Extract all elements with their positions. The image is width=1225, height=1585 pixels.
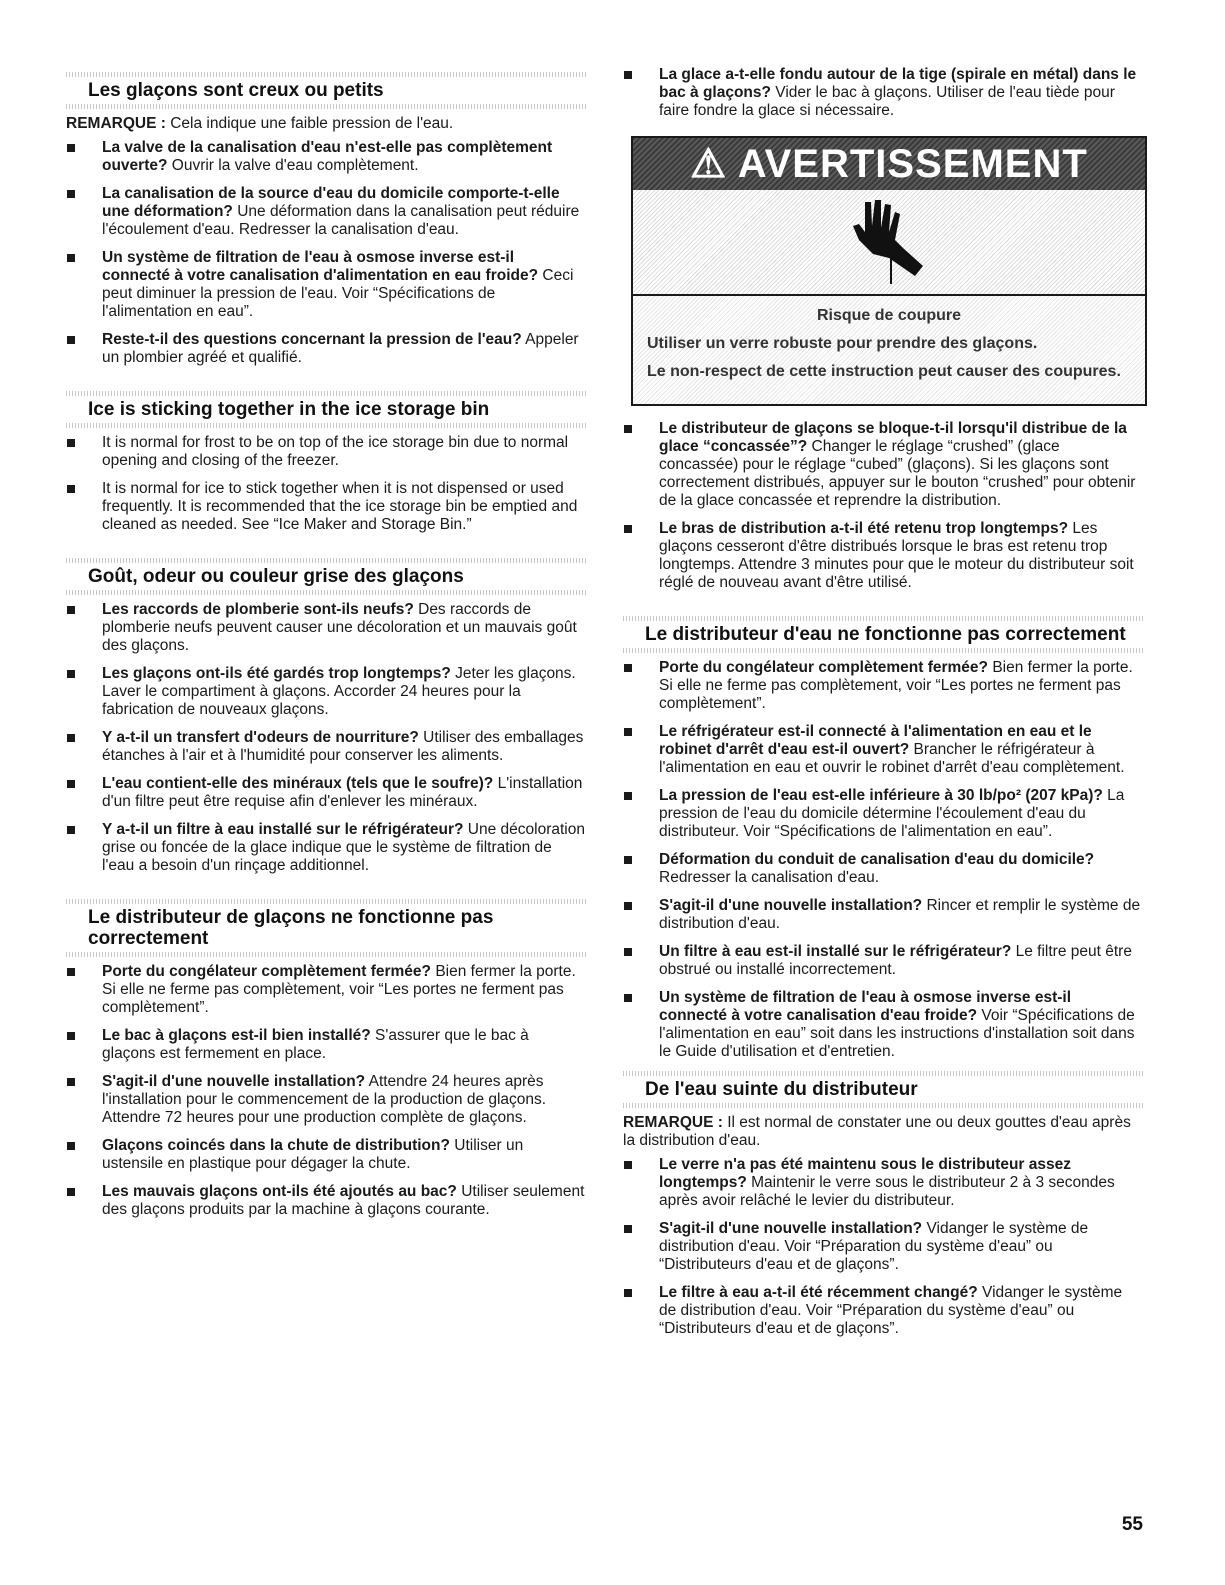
- bullet-icon: [67, 826, 75, 834]
- section-heading: Le distributeur de glaçons ne fonctionne pas correctement: [66, 899, 586, 957]
- bullet-icon: [624, 948, 632, 956]
- bullet-icon: [624, 71, 632, 79]
- warning-line: Utiliser un verre robuste pour prendre des glaçons.: [647, 335, 1038, 352]
- warning-banner-text: AVERTISSEMENT: [737, 142, 1088, 186]
- list-item: La valve de la canalisation d'eau n'est-elle pas complètement ouverte? Ouvrir la valve d'eau complètement.: [66, 139, 586, 175]
- list-item: La glace a-t-elle fondu autour de la tige (spirale en métal) dans le bac à glaçons? Vider le bac à glaçons. Utiliser de l'eau tiède pour faire fondre la glace si nécessaire.: [623, 66, 1143, 120]
- warning-icon-area: [633, 190, 1145, 296]
- list-item: La canalisation de la source d'eau du domicile comporte-t-elle une déformation? Une déformation dans la canalisation peut réduire l'écoulement d'eau. Redresser la canalisation d'eau.: [66, 185, 586, 239]
- bullet-icon: [67, 1078, 75, 1086]
- list-item: S'agit-il d'une nouvelle installation? Attendre 24 heures après l'installation pour le commencement de la production de glaçons. Attendre 72 heures pour une production complète de glaçons.: [66, 1073, 586, 1127]
- section-heading: Goût, odeur ou couleur grise des glaçons: [66, 558, 586, 595]
- note: REMARQUE : Cela indique une faible pression de l'eau.: [66, 115, 454, 132]
- list-item: Le filtre à eau a-t-il été récemment changé? Vidanger le système de distribution d'eau. Voir “Préparation du système d'eau” ou “Distributeurs d'eau et de glaçons”.: [623, 1284, 1143, 1338]
- bullet-icon: [624, 1289, 632, 1297]
- list-item: Un système de filtration de l'eau à osmose inverse est-il connecté à votre canalisation d'alimentation en eau froide? Ceci peut diminuer la pression de l'eau. Voir “Spécifications de l'alimentation en eau”.: [66, 249, 586, 321]
- left-column: [66, 72, 586, 1229]
- item-list: [623, 659, 1143, 1061]
- bullet-icon: [624, 525, 632, 533]
- list-item: Un filtre à eau est-il installé sur le réfrigérateur? Le filtre peut être obstrué ou installé incorrectement.: [623, 943, 1143, 979]
- bullet-icon: [67, 439, 75, 447]
- section-heading: Le distributeur d'eau ne fonctionne pas correctement: [623, 616, 1143, 653]
- item-list: [66, 434, 586, 534]
- list-item: Y a-t-il un transfert d'odeurs de nourriture? Utiliser des emballages étanches à l'air et à l'humidité pour conserver les aliments.: [66, 729, 586, 765]
- warning-body: [633, 296, 1145, 404]
- list-item: Les mauvais glaçons ont-ils été ajoutés au bac? Utiliser seulement des glaçons produits par la machine à glaçons courante.: [66, 1183, 586, 1219]
- list-item: S'agit-il d'une nouvelle installation? Vidanger le système de distribution d'eau. Voir “Préparation du système d'eau” ou “Distributeurs d'eau et de glaçons”.: [623, 1220, 1143, 1274]
- bullet-icon: [67, 336, 75, 344]
- bullet-icon: [624, 1225, 632, 1233]
- list-item: La pression de l'eau est-elle inférieure à 30 lb/po² (207 kPa)? La pression de l'eau du domicile détermine l'écoulement d'eau du distributeur. Voir “Spécifications de l'alimentation en eau”.: [623, 787, 1143, 841]
- note: REMARQUE : Il est normal de constater une ou deux gouttes d'eau après la distribution d'eau.: [623, 1114, 1131, 1149]
- bullet-icon: [624, 902, 632, 910]
- bullet-icon: [624, 792, 632, 800]
- item-list: [623, 420, 1143, 592]
- section-heading: Les glaçons sont creux ou petits: [66, 72, 586, 109]
- bullet-icon: [67, 144, 75, 152]
- item-list: [66, 139, 586, 367]
- bullet-icon: [624, 728, 632, 736]
- list-item: Les raccords de plomberie sont-ils neufs? Des raccords de plomberie neufs peuvent causer une décoloration et un mauvais goût des glaçons.: [66, 601, 586, 655]
- bullet-icon: [67, 780, 75, 788]
- list-item: Y a-t-il un filtre à eau installé sur le réfrigérateur? Une décoloration grise ou foncée de la glace indique que le système de filtration de l'eau a besoin d'un rinçage additionnel.: [66, 821, 586, 875]
- section-heading: Ice is sticking together in the ice storage bin: [66, 391, 586, 428]
- list-item: Glaçons coincés dans la chute de distribution? Utiliser un ustensile en plastique pour dégager la chute.: [66, 1137, 586, 1173]
- item-list: [623, 1156, 1143, 1338]
- bullet-icon: [67, 1032, 75, 1040]
- bullet-icon: [67, 190, 75, 198]
- item-list: [66, 963, 586, 1219]
- list-item: It is normal for frost to be on top of the ice storage bin due to normal opening and closing of the freezer.: [66, 434, 586, 470]
- bullet-icon: [67, 254, 75, 262]
- list-item: Les glaçons ont-ils été gardés trop longtemps? Jeter les glaçons. Laver le compartiment à glaçons. Accorder 24 heures pour la fabrication de nouveaux glaçons.: [66, 665, 586, 719]
- bullet-icon: [624, 1161, 632, 1169]
- warning-box: [631, 136, 1147, 406]
- list-item: S'agit-il d'une nouvelle installation? Rincer et remplir le système de distribution d'eau.: [623, 897, 1143, 933]
- list-item: Déformation du conduit de canalisation d'eau du domicile? Redresser la canalisation d'eau.: [623, 851, 1143, 887]
- list-item: Porte du congélateur complètement fermée? Bien fermer la porte. Si elle ne ferme pas complètement, voir “Les portes ne ferment pas complètement”.: [66, 963, 586, 1017]
- section-heading: De l'eau suinte du distributeur: [623, 1071, 1143, 1108]
- bullet-icon: [67, 485, 75, 493]
- list-item: It is normal for ice to stick together when it is not dispensed or used frequently. It is recommended that the ice storage bin be emptied and cleaned as needed. See “Ice Maker and Storage Bin.”: [66, 480, 586, 534]
- list-item: Le bras de distribution a-t-il été retenu trop longtemps? Les glaçons cesseront d'être distribués lorsque le bras est retenu trop longtemps. Attendre 3 minutes pour que le moteur du distributeur soit réglé de nouveau avant d'être utilisé.: [623, 520, 1143, 592]
- warning-title: Risque de coupure: [816, 307, 962, 324]
- bullet-icon: [67, 1142, 75, 1150]
- bullet-icon: [624, 856, 632, 864]
- list-item: Reste-t-il des questions concernant la pression de l'eau? Appeler un plombier agréé et qualifié.: [66, 331, 586, 367]
- bullet-icon: [67, 734, 75, 742]
- cut-hand-icon: [845, 196, 935, 288]
- item-list: [623, 66, 1143, 120]
- bullet-icon: [67, 1188, 75, 1196]
- bullet-icon: [67, 968, 75, 976]
- bullet-icon: [624, 994, 632, 1002]
- warning-banner: [633, 138, 1145, 190]
- list-item: Le bac à glaçons est-il bien installé? S'assurer que le bac à glaçons est fermement en place.: [66, 1027, 586, 1063]
- bullet-icon: [624, 664, 632, 672]
- bullet-icon: [67, 670, 75, 678]
- list-item: Le réfrigérateur est-il connecté à l'alimentation en eau et le robinet d'arrêt d'eau est-il ouvert? Brancher le réfrigérateur à l'alimentation en eau et ouvrir le robinet d'arrêt d'eau complètement.: [623, 723, 1143, 777]
- item-list: [66, 601, 586, 875]
- list-item: L'eau contient-elle des minéraux (tels que le soufre)? L'installation d'un filtre peut être requise afin d'enlever les minéraux.: [66, 775, 586, 811]
- warning-triangle-icon: ⚠: [690, 142, 728, 186]
- bullet-icon: [624, 425, 632, 433]
- list-item: Un système de filtration de l'eau à osmose inverse est-il connecté à votre canalisation d'eau froide? Voir “Spécifications de l'alimentation en eau” soit dans les instructions d'installation soit dans le Guide d'utilisation et d'entretien.: [623, 989, 1143, 1061]
- bullet-icon: [67, 606, 75, 614]
- right-column: [623, 66, 1143, 1348]
- warning-line: Le non-respect de cette instruction peut causer des coupures.: [647, 363, 1121, 380]
- list-item: Le distributeur de glaçons se bloque-t-il lorsqu'il distribue de la glace “concassée”? Changer le réglage “crushed” (glace concassée) pour le réglage “cubed” (glaçons). Si les glaçons sont correctement distribués, appuyer sur le bouton “crushed” pour obtenir de la glace concassée et reprendre la distribution.: [623, 420, 1143, 510]
- page-number: 55: [1121, 1514, 1143, 1535]
- list-item: Le verre n'a pas été maintenu sous le distributeur assez longtemps? Maintenir le verre sous le distributeur 2 à 3 secondes après avoir relâché le levier du distributeur.: [623, 1156, 1143, 1210]
- list-item: Porte du congélateur complètement fermée? Bien fermer la porte. Si elle ne ferme pas complètement, voir “Les portes ne ferment pas complètement”.: [623, 659, 1143, 713]
